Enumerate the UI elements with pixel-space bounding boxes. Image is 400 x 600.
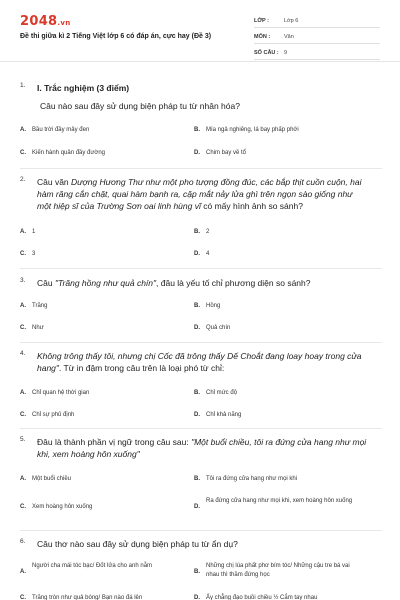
option-text: Kiến hành quân đầy đường bbox=[32, 150, 106, 156]
option-letter: D. bbox=[194, 251, 200, 257]
meta-row-count bbox=[254, 46, 380, 60]
option-text: 3 bbox=[32, 251, 36, 257]
logo-suffix: .vn bbox=[57, 19, 71, 27]
option-letter: B. bbox=[194, 303, 200, 309]
option-letter: D. bbox=[194, 595, 200, 600]
meta-key: SỐ CÂU : bbox=[254, 49, 279, 56]
option-text: Hồng bbox=[206, 303, 221, 309]
option-letter: C. bbox=[20, 251, 26, 257]
meta-value: 9 bbox=[284, 49, 288, 56]
option-d[interactable] bbox=[194, 324, 354, 333]
option-a[interactable] bbox=[20, 562, 180, 577]
question-text bbox=[37, 436, 367, 460]
option-text: 2 bbox=[206, 229, 210, 235]
question-number: 5. bbox=[20, 436, 26, 443]
question-text-suffix: . Từ in đậm trong câu trên là loại phó từ chỉ: bbox=[58, 363, 225, 373]
option-a[interactable] bbox=[20, 475, 180, 484]
option-letter: A. bbox=[20, 229, 26, 235]
option-text: Quả chín bbox=[206, 325, 231, 331]
option-letter: B. bbox=[194, 476, 200, 482]
option-d[interactable] bbox=[194, 149, 354, 158]
option-text: Chỉ sự phủ định bbox=[32, 412, 75, 418]
option-b[interactable] bbox=[194, 126, 354, 135]
question-text-prefix: Câu văn bbox=[37, 177, 72, 187]
meta-row-class bbox=[254, 14, 380, 28]
option-letter: B. bbox=[194, 127, 200, 133]
option-letter: D. bbox=[194, 412, 200, 418]
divider bbox=[20, 530, 382, 531]
option-letter: A. bbox=[20, 303, 26, 309]
divider bbox=[20, 268, 382, 269]
option-text: Tôi ra đứng cửa hang như mọi khi bbox=[206, 476, 298, 482]
metadata-panel bbox=[254, 14, 380, 62]
question-text-prefix: Đâu là thành phần vị ngữ trong câu sau: bbox=[37, 437, 192, 447]
option-c[interactable] bbox=[20, 250, 180, 259]
logo-text: 2048 bbox=[20, 14, 58, 29]
option-letter: D. bbox=[194, 150, 200, 156]
document-title: Đề thi giữa kì 2 Tiếng Việt lớp 6 có đáp án, cực hay (Đề 3) bbox=[20, 33, 212, 40]
divider bbox=[20, 428, 382, 429]
option-text: Trăng bbox=[32, 303, 48, 309]
question-text bbox=[37, 277, 367, 289]
option-a[interactable] bbox=[20, 228, 180, 237]
option-d[interactable] bbox=[194, 594, 354, 600]
option-text: Một buổi chiều bbox=[32, 476, 72, 482]
question-number: 3. bbox=[20, 277, 26, 284]
question-number: 6. bbox=[20, 538, 26, 545]
option-text: Chỉ khả năng bbox=[206, 412, 242, 418]
option-text: Bầu trời đầy mây đen bbox=[32, 127, 90, 133]
option-letter: B. bbox=[194, 569, 200, 575]
option-b[interactable] bbox=[194, 228, 354, 237]
question-quote: "Một buổi chiều, tôi ra đứng cửa hang như mọi khi, xem hoàng hôn xuống" bbox=[37, 437, 367, 459]
option-letter: C. bbox=[20, 412, 26, 418]
option-d[interactable] bbox=[194, 411, 354, 420]
option-c[interactable] bbox=[20, 149, 180, 158]
question-text-suffix: có mấy hình ảnh so sánh? bbox=[200, 201, 303, 211]
option-text: Người cha mái tóc bạc/ Đốt lửa cho anh nằm bbox=[32, 563, 153, 569]
question-number: 4. bbox=[20, 350, 26, 357]
option-c[interactable] bbox=[20, 503, 180, 512]
option-letter: A. bbox=[20, 127, 26, 133]
meta-key: LỚP : bbox=[254, 17, 269, 24]
question-text: Câu nào sau đây sử dụng biện pháp tu từ nhân hóa? bbox=[40, 101, 240, 111]
option-letter: B. bbox=[194, 229, 200, 235]
option-text: Xem hoàng hôn xuống bbox=[32, 504, 93, 510]
option-d[interactable] bbox=[194, 250, 354, 259]
option-c[interactable] bbox=[20, 594, 180, 600]
meta-value: Lớp 6 bbox=[284, 17, 299, 24]
option-b[interactable] bbox=[194, 302, 354, 311]
question-text bbox=[37, 350, 367, 374]
question-quote: "Trăng hồng như quả chín" bbox=[54, 278, 157, 288]
option-text: Mía ngả nghiêng, lá bay phấp phới bbox=[206, 127, 299, 133]
option-letter: A. bbox=[20, 390, 26, 396]
option-letter: A. bbox=[20, 476, 26, 482]
section-title: I. Trắc nghiệm (3 điểm) bbox=[37, 83, 130, 93]
option-letter: D. bbox=[194, 504, 200, 510]
option-letter: A. bbox=[20, 569, 26, 575]
option-a[interactable] bbox=[20, 389, 180, 398]
header bbox=[0, 0, 400, 62]
option-text: 1 bbox=[32, 229, 36, 235]
option-text: 4 bbox=[206, 251, 210, 257]
question-number: 1. bbox=[20, 82, 26, 89]
question-quote: Không trông thấy tôi, nhưng chị Cốc đã trông thấy Dế Choắt đang loay hoay trong cửa hang" bbox=[37, 351, 362, 373]
option-text: Những chị lúa phất phơ bím tóc/ Những cậu tre bá vai nhau thì thầm đứng học bbox=[206, 563, 350, 578]
option-letter: B. bbox=[194, 390, 200, 396]
option-b[interactable] bbox=[194, 389, 354, 398]
meta-row-subject bbox=[254, 30, 380, 44]
option-text: Ấy chẳng đạo buồi chiều ½ Cắm tay nhau bbox=[206, 595, 318, 600]
option-c[interactable] bbox=[20, 411, 180, 420]
option-a[interactable] bbox=[20, 302, 180, 311]
question-text bbox=[37, 176, 367, 212]
option-text: Chim bay về tổ bbox=[206, 150, 247, 156]
option-text: Chỉ mức độ bbox=[206, 390, 238, 396]
option-text: Như bbox=[32, 325, 44, 331]
option-letter: C. bbox=[20, 150, 26, 156]
option-letter: C. bbox=[20, 504, 26, 510]
option-text: Trăng tròn như quả bóng/ Bạn nào đá lên bbox=[32, 595, 143, 600]
divider bbox=[20, 168, 382, 169]
option-b[interactable] bbox=[194, 475, 354, 484]
question-text-suffix: , đâu là yếu tố chỉ phương diện so sánh? bbox=[156, 278, 311, 288]
site-logo[interactable] bbox=[20, 14, 71, 29]
question-text-prefix: Câu bbox=[37, 278, 55, 288]
option-d[interactable] bbox=[194, 497, 354, 512]
meta-value: Văn bbox=[284, 33, 294, 40]
option-text: Ra đứng cửa hang như mọi khi, xem hoàng hôn xuống bbox=[206, 498, 353, 504]
question-number: 2. bbox=[20, 176, 26, 183]
option-a[interactable] bbox=[20, 126, 180, 135]
meta-key: MÔN : bbox=[254, 33, 271, 40]
option-letter: D. bbox=[194, 325, 200, 331]
option-letter: C. bbox=[20, 325, 26, 331]
question-quote: Dượng Hương Thư như một pho tượng đồng đúc, các bắp thịt cuồn cuộn, hai hàm răng cắn chặt, quai hàm bạnh ra, cặp mắt nảy lửa ghì trên ngọn sào giống như một hiệp sĩ của Trường Sơn oai linh hùng vĩ bbox=[37, 177, 362, 211]
option-b[interactable] bbox=[194, 562, 354, 580]
question-text: Câu thơ nào sau đây sử dụng biện pháp tu từ ẩn dụ? bbox=[37, 539, 238, 549]
divider bbox=[20, 342, 382, 343]
option-c[interactable] bbox=[20, 324, 180, 333]
option-text: Chỉ quan hệ thời gian bbox=[32, 390, 90, 396]
option-letter: C. bbox=[20, 595, 26, 600]
